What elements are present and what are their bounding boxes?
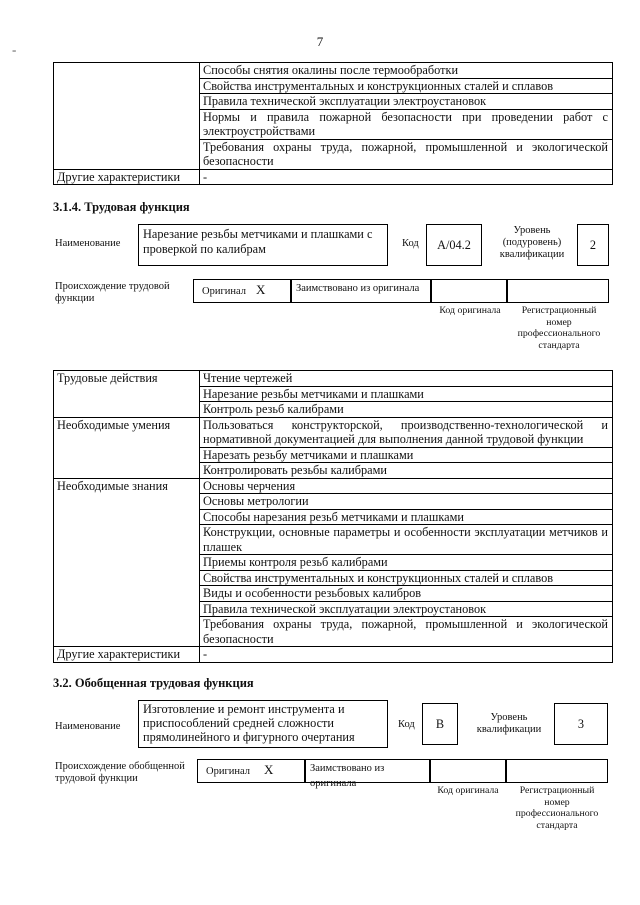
skills-label: Необходимые умения [54, 417, 200, 478]
other-characteristics-label: Другие характеристики [54, 647, 200, 663]
action-item: Нарезание резьбы метчиками и плашками [200, 386, 613, 402]
table-row [54, 647, 613, 663]
empty-label-cell [54, 63, 200, 170]
origin-label-32: Происхождение обобщенной трудовой функции [55, 761, 185, 784]
function-name-box: Нарезание резьбы метчиками и плашками с проверкой по калибрам [138, 224, 388, 266]
code-original-caption: Код оригинала [439, 305, 501, 316]
code-label-32: Код [398, 719, 415, 730]
level-value-box: 2 [577, 224, 609, 266]
code-original-box-32 [430, 759, 506, 783]
actions-label: Трудовые действия [54, 371, 200, 418]
name-label-32: Наименование [55, 721, 121, 732]
knowledge-item: Правила технической эксплуатации электроустановок [200, 601, 613, 617]
knowledge-item: Основы метрологии [200, 494, 613, 510]
knowledge-item: Основы черчения [200, 478, 613, 494]
borrowed-box-32 [305, 759, 430, 789]
borrowed-box [291, 279, 431, 303]
reg-number-box [507, 279, 609, 303]
level-value-box-32: 3 [554, 703, 608, 745]
reg-number-caption-32: Регистрационный номер профессионального стандарта [515, 785, 599, 831]
level-label: Уровень (подуровень) квалификации [499, 225, 565, 260]
knowledge-item: Требования охраны труда, пожарной, промышленной и экологической безопасности [200, 617, 613, 647]
knowledge-item: Требования охраны труда, пожарной, промышленной и экологической безопасности [200, 139, 613, 169]
other-characteristics-value: - [200, 169, 613, 185]
knowledge-item: Нормы и правила пожарной безопасности при проведении работ с электроустройствами [200, 109, 613, 139]
reg-number-caption: Регистрационный номер профессионального стандарта [517, 305, 601, 351]
knowledge-item: Приемы контроля резьб калибрами [200, 555, 613, 571]
skill-item: Нарезать резьбу метчиками и плашками [200, 447, 613, 463]
skill-item: Пользоваться конструкторской, производственно-технологической и нормативной документацией для выполнения данной трудовой функции [200, 417, 613, 447]
margin-mark: - [12, 42, 17, 57]
original-mark: X [256, 282, 266, 297]
other-characteristics-value: - [200, 647, 613, 663]
code-original-box [431, 279, 507, 303]
code-original-caption-32: Код оригинала [437, 785, 499, 796]
knowledge-item: Свойства инструментальных и конструкционных сталей и сплавов [200, 570, 613, 586]
original-box-32 [197, 759, 305, 783]
borrowed-label-32: Заимствовано из оригинала [310, 763, 385, 789]
level-label-32: Уровень квалификации [476, 712, 542, 735]
original-box [193, 279, 291, 303]
page-number: 7 [316, 34, 324, 49]
action-item: Контроль резьб калибрами [200, 402, 613, 418]
table-row [54, 63, 613, 79]
skill-item: Контролировать резьбы калибрами [200, 463, 613, 479]
table-row [54, 371, 613, 387]
reg-number-box-32 [506, 759, 608, 783]
table-row [54, 478, 613, 494]
origin-label: Происхождение трудовой функции [55, 281, 170, 304]
original-mark-32: X [264, 762, 274, 777]
borrowed-label: Заимствовано из оригинала [296, 283, 420, 294]
name-label: Наименование [55, 238, 121, 249]
table-row [54, 169, 613, 185]
original-label: Оригинал [202, 286, 246, 297]
original-label-32: Оригинал [206, 766, 250, 777]
knowledge-continuation-table [53, 62, 613, 185]
function-code-box: A/04.2 [426, 224, 482, 266]
knowledge-item: Свойства инструментальных и конструкционных сталей и сплавов [200, 78, 613, 94]
action-item: Чтение чертежей [200, 371, 613, 387]
knowledge-item: Правила технической эксплуатации электроустановок [200, 94, 613, 110]
code-label: Код [402, 238, 419, 249]
section-heading-32: 3.2. Обобщенная трудовая функция [53, 676, 254, 690]
labor-function-table [53, 370, 613, 663]
other-characteristics-label: Другие характеристики [54, 169, 200, 185]
knowledge-label: Необходимые знания [54, 478, 200, 647]
knowledge-item: Способы снятия окалины после термообработки [200, 63, 613, 79]
knowledge-item: Способы нарезания резьб метчиками и плашками [200, 509, 613, 525]
generalized-code-box: B [422, 703, 458, 745]
section-heading-314: 3.1.4. Трудовая функция [53, 200, 190, 214]
generalized-function-name-box: Изготовление и ремонт инструмента и приспособлений средней сложности прямолинейного и фигурного очертания [138, 700, 388, 748]
knowledge-item: Конструкции, основные параметры и особенности эксплуатации метчиков и плашек [200, 525, 613, 555]
table-row [54, 417, 613, 447]
knowledge-item: Виды и особенности резьбовых калибров [200, 586, 613, 602]
